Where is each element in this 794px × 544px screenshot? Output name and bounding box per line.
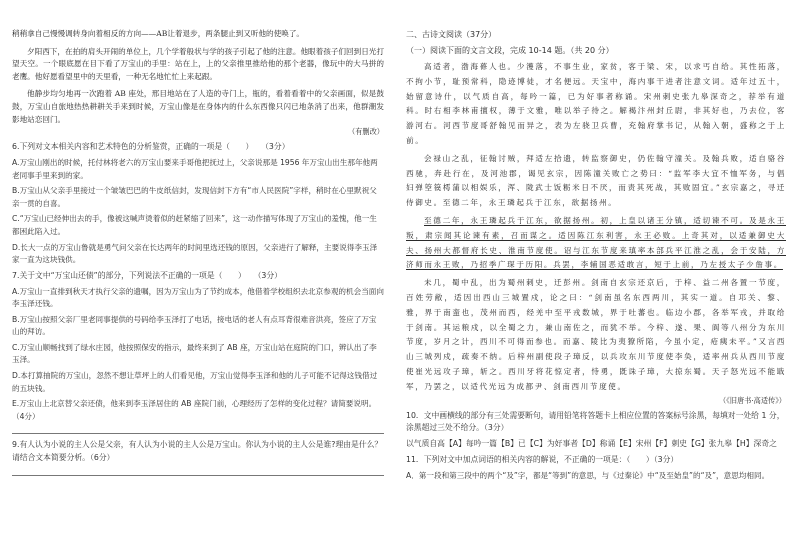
question-11-stem: 11．下列对文中加点词语的相关内容的解说，不正确的一项是：（ ）（3分） — [406, 454, 679, 464]
passage-fragment: 稍稍拿自己慢慢调转身向着相反的方向——AB让着退步，两条腿止到又听他的使唤了。 — [12, 29, 305, 38]
classical-paragraph-4: 未几，蜀中乱，出为蜀州刺史，迁彭州。剑南自玄宗还京后，于梓、益二州各置一节度，百姓劳敝，适因出西山三城置戍，论之曰：“剑南虽名东西两川，其实一道。自邛关、黎、雅，界于南蛮也，茂州而西，经羌中至平戎数城，界于吐蕃也。临边小郡，各举军戎，并取给于剑南。其运粮戍，以全蜀之力，兼山南佐之，而犹不举。今梓、遂、果、阆等八州分为东川节度，岁月之计，西川不可得而参也。而嘉、陵比为夷獠所陷，今虽小定，疮痍未平。”又言西山三城列戍，疏奏不纳。后梓州副使段子璋反，以兵攻东川节度使李奂，适率州兵从西川节度使崔光远攻子璋，斩之。西川牙将花惊定者，恃勇，既诛子璋，大掠东蜀。天子怒光远不能戢军，乃罢之，以适代光远为成都尹、剑南西川节度使。 — [406, 278, 786, 391]
passage-paragraph-2: 夕阳西下，在拍的肩头开闹的单位上，几个学着般状与学的孩子引起了他的注意。他眼着孩子们回到日光打望天空。一个眼底愿在目下看了万宝山的手里：站在上，上的父亲推里推给他的那个老器，像玩中的大马拼的老鹰。他好愿看望里中的天里看，一种无名地忙忙上来起跟。 — [12, 46, 384, 81]
question-6-stem: 6.下列对文本相关内容和艺术特色的分析鉴赏，正确的一项是（ ） （3分） — [12, 142, 290, 152]
question-7-option-c: C.万宝山顺畅找到了绿水庄园，他按照保安的指示，最终来到了 AB 座，万宝山站在庭院的门口，辨认出了李玉泽。 — [12, 342, 377, 365]
question-7-stem: 7.关于文中“万宝山还债”的部分，下列说法不正确的一项是（ ） （3分） — [12, 270, 282, 280]
question-6-option-c: C.“万宝山已经伸出去的手，像被这喊声烫着似的赶紧缩了回来”，这一动作描写体现了万宝山的羞愧，他一生都困此陷入过。 — [12, 214, 377, 236]
question-7-option-b: B.万宝山按照父亲厂里老同事提供的号码给李玉泽打了电话，接电话的老人有点耳背很难音洪亮，签应了万宝山的拜访。 — [12, 314, 377, 337]
question-10-options: 以气质自高【A】每吟一篇【B】已【C】为好事者【D】称诵【E】宋州【F】刺史【G】张九皋【H】深奇之 — [406, 439, 777, 449]
question-10-stem: 10．文中画横线的部分有三处需要断句，请用铅笔将答题卡上相应位置的答案标号涂黑，每填对一处给 1 分，涂黑超过三处不给分。（3分） — [406, 410, 785, 433]
question-6-option-b: B.万宝山从父亲手里接过一个皱皱巴巴的牛皮纸信封，发现信封下方有“市人民医院”字样，稍时在心里默祝父亲一贯的自喜。 — [12, 186, 377, 208]
classical-paragraph-1: 高适者，渤海蓚人也。少濩落，不事生业，家贫，客于梁、宋，以求丐自给。其性拓落，不拘小节，耻预常科，隐迹博徒，才名便远。天宝中，海内事干进者注意文词。适年过五十，始留意诗什，以气质自高，每吟一篇，已为好事者称诵。宋州刺史张九皋深奇之，荐举有道科。时右相李林甫擅权，薄于文雅，唯以举子待之。解褐汴州封丘尉，非其好也，乃去位，客游河右。河西节度哥舒翰见而异之，表为左骁卫兵曹，充翰府掌书记，从翰入朝，盛称之于上前。 — [406, 62, 786, 145]
question-7-option-d: D.本打算抽院的万宝山，忽然不想让草坪上的人们看见他，万宝山觉得李玉泽和他的儿子可能不记得这钱借过的五块钱。 — [12, 371, 378, 393]
left-column — [12, 28, 384, 538]
question-8-stem: E.万宝山上北京替父亲还债，他来到李玉泽居住的 AB 座院门前，心理经历了怎样的变化过程？请简要说明。（4分） — [12, 399, 377, 421]
section-heading: 二、古诗文阅读（37分） — [406, 30, 497, 39]
right-column — [406, 28, 786, 538]
question-6-option-d: D.长大一点的万宝山鲁就是勇气问父亲在长达两年的时间里选还钱的原因，父亲进行了解释，主要说得李玉泽家一直为这块钱供。 — [12, 242, 378, 265]
question-11-option-a: A．第一段和第三段中的两个“及”字，都是“等到”的意思，与《过秦论》中“及至始皇”的“及”，意思均相同。 — [406, 470, 770, 480]
classical-paragraph-2: 会禄山之乱，征翰讨贼，拜适左拾遗，转监察御史，仍佐翰守潼关。及翰兵败，适自骆谷西驰，奔赴行在，及河池郡，谒见玄宗，因陈潼关败亡之势曰：“监军李大宜不恤军务，与倡妇弹箜篌樗蒲以相娱乐，浑、陇武士饭粝米日不厌，而责其死战，其败固宜。”玄宗嘉之，寻迁侍御史。至德二年，永王璘起兵于江东，欲据扬州。 — [406, 153, 786, 208]
answer-line[interactable] — [12, 475, 384, 476]
question-7-option-a: A.万宝山一直排到秋天才执行父亲的遗嘱，因为万宝山为了节约成本，他借着学校组织去北京参观的机会当面向李玉泽还钱。 — [12, 286, 384, 309]
question-9-stem: 9.有人认为小说的主人公是父亲，有人认为小说的主人公是万宝山。你认为小说的主人公是谁?理由是什么？请结合文本简要分析。（6分） — [12, 440, 383, 463]
passage-paragraph-3: 他静步均匀地再一次跑着 AB 座处，邢目地站在了人造的寺门上，瓶的，看着看着中的父亲画面，似是鼓鼓，万宝山自旅地热热耕耕关手来到时候，万宝山像是在身体内的什么东西像只闪已地条消了出来，他群潮发影地站恋回门。 — [12, 89, 384, 124]
question-6-option-a: A.万宝山刚出的时候，托付林将老六的万宝山要来手哥他把抚过上，父亲说那是 1956 年万宝山出生那年他两老同事手里来到的家。 — [12, 157, 378, 180]
passage-source: （有删改） — [348, 127, 384, 137]
classical-source: （《旧唐书·高适传》） — [719, 395, 786, 405]
subsection-heading: （一）阅读下面的文言文段，完成 10-14 题。（共 20 分） — [406, 46, 614, 55]
classical-paragraph-3: 至德二年，永王璘起兵于江东，欲据扬州。初，上皇以诸王分镇，适切谏不可。及是永王叛，肃宗闻其论谏有素，召而谋之。适因陈江东利害，永王必败。上奇其对，以适兼御史大夫、扬州大都督府长史、淮南节度使。诏与江东节度来瑱率本部兵平江淮之乱，会于安陆，方济师而永王败，乃招季广琛于历阳。兵罢，李辅国恶适敢言，短于上前，乃左授太子少詹事。 — [406, 215, 786, 270]
